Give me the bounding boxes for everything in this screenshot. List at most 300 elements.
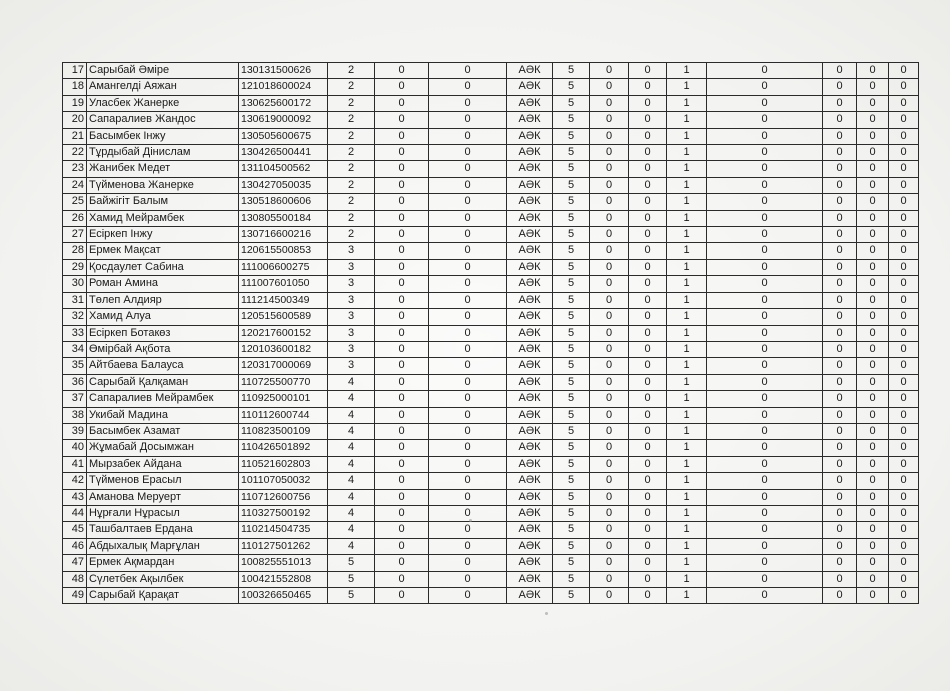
student-name: Сарыбай Әміре — [87, 63, 239, 79]
value-cell: 5 — [553, 374, 590, 390]
value-cell: 5 — [553, 555, 590, 571]
value-cell: 0 — [823, 194, 857, 210]
value-cell: 0 — [375, 341, 429, 357]
student-name: Айтбаева Балауса — [87, 358, 239, 374]
value-cell: 0 — [707, 210, 823, 226]
value-cell: 0 — [889, 177, 919, 193]
value-cell: 0 — [889, 325, 919, 341]
value-cell: 1 — [667, 588, 707, 604]
value-cell: 0 — [629, 309, 667, 325]
value-cell: 0 — [590, 423, 629, 439]
value-cell: 0 — [375, 243, 429, 259]
table-row — [63, 522, 919, 538]
value-cell: 0 — [823, 112, 857, 128]
student-iin: 110823500109 — [239, 423, 328, 439]
value-cell: 0 — [629, 571, 667, 587]
student-name: Тұрдыбай Дінислам — [87, 145, 239, 161]
student-name: Амангелді Аяжан — [87, 79, 239, 95]
row-number: 45 — [63, 522, 87, 538]
value-cell: 0 — [889, 489, 919, 505]
student-iin: 121018600024 — [239, 79, 328, 95]
row-number: 34 — [63, 341, 87, 357]
student-roster-table — [62, 62, 919, 604]
value-cell: 1 — [667, 473, 707, 489]
value-cell: 0 — [590, 194, 629, 210]
student-iin: 110521602803 — [239, 456, 328, 472]
student-iin: 130427050035 — [239, 177, 328, 193]
row-number: 28 — [63, 243, 87, 259]
table-row — [63, 259, 919, 275]
student-name: Түйменова Жанерке — [87, 177, 239, 193]
value-cell: 0 — [629, 145, 667, 161]
table-row — [63, 473, 919, 489]
value-cell: 0 — [590, 276, 629, 292]
value-cell: 0 — [857, 555, 889, 571]
value-cell: 0 — [429, 538, 507, 554]
value-cell: 0 — [823, 128, 857, 144]
value-cell: 0 — [429, 210, 507, 226]
value-cell: 1 — [667, 210, 707, 226]
value-cell: 0 — [889, 374, 919, 390]
value-cell: 1 — [667, 423, 707, 439]
table-row — [63, 63, 919, 79]
value-cell: 0 — [707, 227, 823, 243]
table-row — [63, 210, 919, 226]
row-number: 37 — [63, 391, 87, 407]
value-cell: 0 — [823, 292, 857, 308]
row-number: 18 — [63, 79, 87, 95]
row-number: 49 — [63, 588, 87, 604]
value-cell: 0 — [823, 489, 857, 505]
row-number: 42 — [63, 473, 87, 489]
student-name: Жұмабай Досымжан — [87, 440, 239, 456]
row-number: 25 — [63, 194, 87, 210]
grade-cell: 5 — [328, 555, 375, 571]
value-cell: 0 — [889, 341, 919, 357]
student-name: Сапаралиев Жандос — [87, 112, 239, 128]
value-cell: 1 — [667, 112, 707, 128]
value-cell: 0 — [429, 227, 507, 243]
student-name: Абдыхалық Марғұлан — [87, 538, 239, 554]
value-cell: 0 — [429, 112, 507, 128]
value-cell: 0 — [857, 374, 889, 390]
value-cell: 0 — [857, 145, 889, 161]
table-row — [63, 588, 919, 604]
table-row — [63, 358, 919, 374]
language-cell: АӘК — [507, 538, 553, 554]
value-cell: 0 — [889, 456, 919, 472]
grade-cell: 4 — [328, 522, 375, 538]
value-cell: 0 — [590, 309, 629, 325]
value-cell: 0 — [889, 95, 919, 111]
value-cell: 0 — [629, 112, 667, 128]
value-cell: 0 — [857, 588, 889, 604]
scan-speck — [545, 612, 548, 615]
value-cell: 0 — [889, 292, 919, 308]
value-cell: 0 — [889, 555, 919, 571]
value-cell: 0 — [590, 374, 629, 390]
value-cell: 0 — [375, 407, 429, 423]
student-iin: 120615500853 — [239, 243, 328, 259]
value-cell: 0 — [857, 391, 889, 407]
value-cell: 0 — [707, 259, 823, 275]
table-row — [63, 309, 919, 325]
language-cell: АӘК — [507, 407, 553, 423]
value-cell: 0 — [590, 407, 629, 423]
value-cell: 0 — [429, 489, 507, 505]
value-cell: 0 — [375, 571, 429, 587]
value-cell: 0 — [429, 259, 507, 275]
value-cell: 0 — [429, 325, 507, 341]
value-cell: 0 — [375, 276, 429, 292]
grade-cell: 3 — [328, 309, 375, 325]
student-name: Аманова Меруерт — [87, 489, 239, 505]
student-iin: 130426500441 — [239, 145, 328, 161]
language-cell: АӘК — [507, 309, 553, 325]
value-cell: 5 — [553, 588, 590, 604]
value-cell: 0 — [629, 440, 667, 456]
value-cell: 0 — [590, 145, 629, 161]
value-cell: 0 — [590, 210, 629, 226]
value-cell: 0 — [590, 243, 629, 259]
table-row — [63, 423, 919, 439]
row-number: 38 — [63, 407, 87, 423]
value-cell: 0 — [375, 440, 429, 456]
value-cell: 0 — [857, 309, 889, 325]
value-cell: 0 — [629, 194, 667, 210]
row-number: 24 — [63, 177, 87, 193]
grade-cell: 3 — [328, 276, 375, 292]
row-number: 31 — [63, 292, 87, 308]
value-cell: 0 — [375, 145, 429, 161]
value-cell: 5 — [553, 259, 590, 275]
value-cell: 5 — [553, 243, 590, 259]
table-row — [63, 95, 919, 111]
language-cell: АӘК — [507, 259, 553, 275]
value-cell: 5 — [553, 63, 590, 79]
grade-cell: 4 — [328, 456, 375, 472]
student-iin: 111007601050 — [239, 276, 328, 292]
table-row — [63, 227, 919, 243]
value-cell: 0 — [823, 79, 857, 95]
grade-cell: 4 — [328, 440, 375, 456]
value-cell: 0 — [857, 423, 889, 439]
value-cell: 1 — [667, 555, 707, 571]
value-cell: 0 — [375, 505, 429, 521]
value-cell: 0 — [707, 440, 823, 456]
value-cell: 0 — [375, 210, 429, 226]
value-cell: 0 — [823, 440, 857, 456]
table-row — [63, 145, 919, 161]
language-cell: АӘК — [507, 210, 553, 226]
grade-cell: 4 — [328, 473, 375, 489]
student-name: Өмірбай Ақбота — [87, 341, 239, 357]
student-iin: 130518600606 — [239, 194, 328, 210]
student-iin: 110712600756 — [239, 489, 328, 505]
value-cell: 1 — [667, 341, 707, 357]
value-cell: 0 — [375, 128, 429, 144]
value-cell: 0 — [857, 341, 889, 357]
value-cell: 0 — [823, 276, 857, 292]
student-name: Ермек Ақмардан — [87, 555, 239, 571]
value-cell: 5 — [553, 391, 590, 407]
grade-cell: 4 — [328, 423, 375, 439]
value-cell: 5 — [553, 161, 590, 177]
language-cell: АӘК — [507, 161, 553, 177]
value-cell: 0 — [823, 227, 857, 243]
row-number: 44 — [63, 505, 87, 521]
value-cell: 0 — [857, 79, 889, 95]
value-cell: 0 — [707, 276, 823, 292]
value-cell: 0 — [707, 505, 823, 521]
value-cell: 0 — [889, 112, 919, 128]
table-row — [63, 341, 919, 357]
grade-cell: 4 — [328, 538, 375, 554]
language-cell: АӘК — [507, 522, 553, 538]
grade-cell: 2 — [328, 112, 375, 128]
value-cell: 0 — [823, 588, 857, 604]
value-cell: 0 — [707, 374, 823, 390]
grade-cell: 2 — [328, 63, 375, 79]
value-cell: 0 — [707, 79, 823, 95]
value-cell: 0 — [857, 407, 889, 423]
value-cell: 0 — [429, 505, 507, 521]
student-name: Басымбек Інжу — [87, 128, 239, 144]
row-number: 41 — [63, 456, 87, 472]
value-cell: 0 — [857, 358, 889, 374]
value-cell: 0 — [857, 473, 889, 489]
row-number: 22 — [63, 145, 87, 161]
language-cell: АӘК — [507, 227, 553, 243]
value-cell: 0 — [429, 145, 507, 161]
grade-cell: 3 — [328, 259, 375, 275]
value-cell: 5 — [553, 210, 590, 226]
language-cell: АӘК — [507, 456, 553, 472]
row-number: 43 — [63, 489, 87, 505]
value-cell: 1 — [667, 440, 707, 456]
value-cell: 0 — [857, 538, 889, 554]
value-cell: 0 — [429, 95, 507, 111]
value-cell: 0 — [429, 571, 507, 587]
value-cell: 1 — [667, 243, 707, 259]
value-cell: 0 — [590, 473, 629, 489]
student-iin: 110127501262 — [239, 538, 328, 554]
value-cell: 0 — [429, 358, 507, 374]
value-cell: 5 — [553, 276, 590, 292]
student-iin: 100421552808 — [239, 571, 328, 587]
table-row — [63, 292, 919, 308]
value-cell: 0 — [629, 473, 667, 489]
value-cell: 0 — [823, 374, 857, 390]
table-row — [63, 243, 919, 259]
roster-body — [63, 63, 919, 604]
table-row — [63, 538, 919, 554]
value-cell: 0 — [429, 407, 507, 423]
language-cell: АӘК — [507, 243, 553, 259]
row-number: 23 — [63, 161, 87, 177]
value-cell: 0 — [889, 423, 919, 439]
value-cell: 0 — [629, 456, 667, 472]
student-name: Есіркеп Інжу — [87, 227, 239, 243]
value-cell: 0 — [823, 456, 857, 472]
value-cell: 0 — [707, 161, 823, 177]
value-cell: 5 — [553, 145, 590, 161]
student-name: Укибай Мадина — [87, 407, 239, 423]
row-number: 46 — [63, 538, 87, 554]
value-cell: 0 — [429, 63, 507, 79]
student-iin: 111006600275 — [239, 259, 328, 275]
table-row — [63, 505, 919, 521]
value-cell: 0 — [889, 227, 919, 243]
student-name: Қосдаулет Сабина — [87, 259, 239, 275]
value-cell: 0 — [707, 95, 823, 111]
value-cell: 0 — [707, 128, 823, 144]
value-cell: 0 — [590, 489, 629, 505]
table-row — [63, 440, 919, 456]
value-cell: 0 — [590, 440, 629, 456]
language-cell: АӘК — [507, 505, 553, 521]
value-cell: 0 — [429, 473, 507, 489]
value-cell: 0 — [629, 588, 667, 604]
value-cell: 0 — [889, 358, 919, 374]
value-cell: 0 — [375, 194, 429, 210]
value-cell: 5 — [553, 571, 590, 587]
value-cell: 0 — [590, 292, 629, 308]
value-cell: 0 — [857, 522, 889, 538]
value-cell: 1 — [667, 391, 707, 407]
student-iin: 110112600744 — [239, 407, 328, 423]
value-cell: 0 — [889, 128, 919, 144]
value-cell: 0 — [629, 161, 667, 177]
student-name: Нұрғали Нұрасыл — [87, 505, 239, 521]
value-cell: 0 — [375, 227, 429, 243]
value-cell: 0 — [889, 505, 919, 521]
value-cell: 0 — [857, 571, 889, 587]
grade-cell: 4 — [328, 374, 375, 390]
language-cell: АӘК — [507, 473, 553, 489]
language-cell: АӘК — [507, 194, 553, 210]
value-cell: 0 — [889, 210, 919, 226]
value-cell: 0 — [889, 571, 919, 587]
language-cell: АӘК — [507, 292, 553, 308]
student-iin: 120317000069 — [239, 358, 328, 374]
value-cell: 0 — [375, 473, 429, 489]
row-number: 47 — [63, 555, 87, 571]
value-cell: 0 — [823, 407, 857, 423]
grade-cell: 3 — [328, 325, 375, 341]
row-number: 27 — [63, 227, 87, 243]
value-cell: 5 — [553, 358, 590, 374]
student-iin: 120515600589 — [239, 309, 328, 325]
value-cell: 1 — [667, 505, 707, 521]
value-cell: 5 — [553, 309, 590, 325]
value-cell: 0 — [823, 522, 857, 538]
grade-cell: 3 — [328, 292, 375, 308]
grade-cell: 5 — [328, 571, 375, 587]
value-cell: 0 — [857, 161, 889, 177]
value-cell: 0 — [629, 505, 667, 521]
value-cell: 0 — [823, 243, 857, 259]
language-cell: АӘК — [507, 374, 553, 390]
value-cell: 0 — [429, 292, 507, 308]
language-cell: АӘК — [507, 555, 553, 571]
value-cell: 5 — [553, 505, 590, 521]
value-cell: 1 — [667, 177, 707, 193]
value-cell: 5 — [553, 292, 590, 308]
value-cell: 0 — [889, 145, 919, 161]
value-cell: 0 — [889, 276, 919, 292]
row-number: 19 — [63, 95, 87, 111]
value-cell: 0 — [429, 555, 507, 571]
table-row — [63, 456, 919, 472]
table-row — [63, 489, 919, 505]
value-cell: 0 — [629, 489, 667, 505]
value-cell: 0 — [590, 95, 629, 111]
value-cell: 1 — [667, 145, 707, 161]
student-name: Жанибек Медет — [87, 161, 239, 177]
student-iin: 130625600172 — [239, 95, 328, 111]
value-cell: 0 — [429, 79, 507, 95]
value-cell: 0 — [707, 112, 823, 128]
table-row — [63, 325, 919, 341]
table-row — [63, 407, 919, 423]
value-cell: 0 — [857, 128, 889, 144]
value-cell: 0 — [629, 79, 667, 95]
row-number: 30 — [63, 276, 87, 292]
grade-cell: 3 — [328, 341, 375, 357]
value-cell: 1 — [667, 292, 707, 308]
language-cell: АӘК — [507, 588, 553, 604]
grade-cell: 2 — [328, 227, 375, 243]
value-cell: 0 — [707, 456, 823, 472]
value-cell: 0 — [375, 63, 429, 79]
student-iin: 120103600182 — [239, 341, 328, 357]
value-cell: 5 — [553, 538, 590, 554]
value-cell: 0 — [629, 63, 667, 79]
value-cell: 0 — [629, 555, 667, 571]
value-cell: 0 — [707, 292, 823, 308]
student-name: Сүлетбек Ақылбек — [87, 571, 239, 587]
value-cell: 5 — [553, 522, 590, 538]
value-cell: 0 — [707, 358, 823, 374]
value-cell: 0 — [707, 391, 823, 407]
value-cell: 0 — [429, 243, 507, 259]
value-cell: 0 — [590, 571, 629, 587]
row-number: 39 — [63, 423, 87, 439]
value-cell: 0 — [823, 358, 857, 374]
language-cell: АӘК — [507, 341, 553, 357]
value-cell: 0 — [375, 374, 429, 390]
student-name: Ермек Мақсат — [87, 243, 239, 259]
value-cell: 0 — [629, 407, 667, 423]
value-cell: 0 — [823, 341, 857, 357]
value-cell: 5 — [553, 341, 590, 357]
student-iin: 120217600152 — [239, 325, 328, 341]
value-cell: 0 — [375, 588, 429, 604]
value-cell: 0 — [375, 555, 429, 571]
language-cell: АӘК — [507, 391, 553, 407]
value-cell: 0 — [707, 325, 823, 341]
value-cell: 0 — [629, 341, 667, 357]
value-cell: 5 — [553, 407, 590, 423]
table-row — [63, 571, 919, 587]
value-cell: 0 — [429, 177, 507, 193]
table-row — [63, 374, 919, 390]
value-cell: 0 — [429, 440, 507, 456]
value-cell: 0 — [590, 161, 629, 177]
value-cell: 0 — [823, 391, 857, 407]
value-cell: 0 — [429, 128, 507, 144]
